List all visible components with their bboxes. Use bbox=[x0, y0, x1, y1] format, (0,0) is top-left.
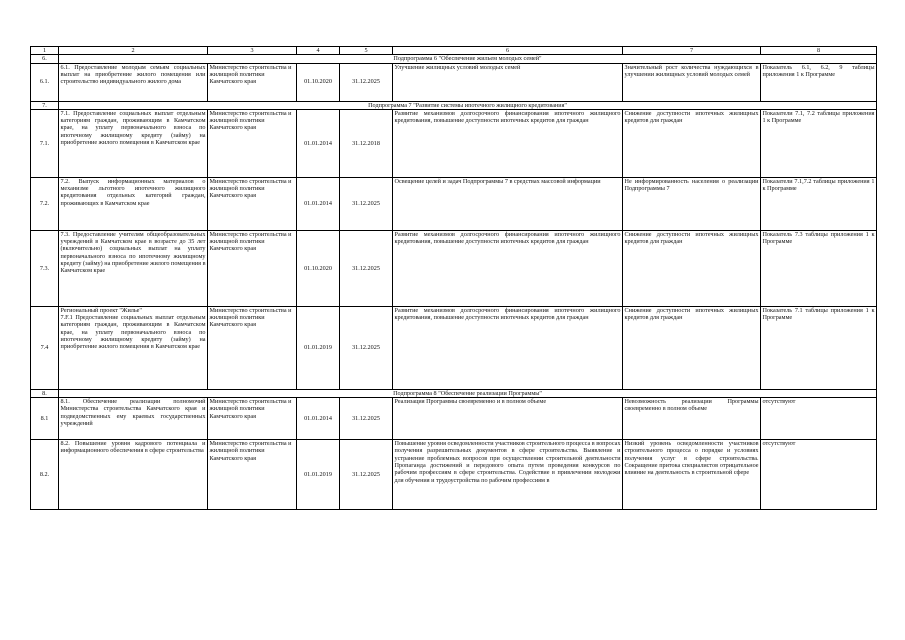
column-number: 2 bbox=[59, 47, 208, 55]
expected-result: Освещение целей и задач Подпрограммы 7 в средствах массовой информации bbox=[393, 177, 623, 230]
measure-row bbox=[31, 306, 877, 389]
measure-number: 7.1. bbox=[31, 109, 59, 177]
column-number: 1 bbox=[31, 47, 59, 55]
start-date: 01.10.2020 bbox=[297, 230, 340, 306]
end-date: 31.12.2025 bbox=[340, 177, 393, 230]
column-number: 3 bbox=[208, 47, 297, 55]
column-number: 8 bbox=[761, 47, 877, 55]
start-date: 01.01.2014 bbox=[297, 177, 340, 230]
responsible-executor: Министерство строительства и жилищной политики Камчатского края bbox=[208, 306, 297, 389]
responsible-executor: Министерство строительства и жилищной политики Камчатского края bbox=[208, 109, 297, 177]
measure-number: 7.2. bbox=[31, 177, 59, 230]
measure-name: 7.3. Предоставление учителям общеобразовательных учреждений в Камчатском крае в возрасте до 35 лет (включительно) социальных выплат на уплату первоначального взноса по ипотечному жилищному кредиту (займу) на приобретение жилого помещения в Камчатском крае bbox=[59, 230, 208, 306]
measure-row bbox=[31, 109, 877, 177]
measure-row bbox=[31, 63, 877, 101]
column-number: 5 bbox=[340, 47, 393, 55]
column-number: 4 bbox=[297, 47, 340, 55]
measure-name: 8.2. Повышение уровня кадрового потенциала и информационного обеспечения в сфере строительства bbox=[59, 440, 208, 510]
column-number: 6 bbox=[393, 47, 623, 55]
non-implementation-consequence: Невозможность реализации Программы своевременно в полном объеме bbox=[623, 398, 761, 440]
subprogram-title: Подпрограмма 6 "Обеспечение жильем молодых семей" bbox=[59, 55, 877, 63]
measure-name: 7.2. Выпуск информационных материалов о механизме льготного ипотечного жилищного кредитования отдельных категорий граждан, проживающих в Камчатском крае bbox=[59, 177, 208, 230]
measure-number: 7.3. bbox=[31, 230, 59, 306]
indicator-link: отсутствуют bbox=[761, 440, 877, 510]
measure-name: Региональный проект "Жилье" 7.F.1 Предоставление социальных выплат отдельным категориям граждан, проживающим в Камчатском крае, на уплату первоначального взноса по ипотечному жилищному кредиту (займу) на приобретение жилого помещения в Камчатском крае bbox=[59, 306, 208, 389]
measure-number: 8.1 bbox=[31, 398, 59, 440]
measure-row bbox=[31, 230, 877, 306]
measure-row bbox=[31, 398, 877, 440]
subprogram-row bbox=[31, 389, 877, 397]
subprogram-row bbox=[31, 101, 877, 109]
non-implementation-consequence: Снижение доступности ипотечных жилищных кредитов для граждан bbox=[623, 109, 761, 177]
measure-row bbox=[31, 177, 877, 230]
indicator-link: Показатель 6.1, 6.2, 9 таблицы приложения 1 к Программе bbox=[761, 63, 877, 101]
non-implementation-consequence: Снижение доступности ипотечных жилищных кредитов для граждан bbox=[623, 230, 761, 306]
measure-number: 7.4 bbox=[31, 306, 59, 389]
indicator-link: Показатель 7.3 таблицы приложения 1 к Программе bbox=[761, 230, 877, 306]
section-number: 8. bbox=[31, 389, 59, 397]
non-implementation-consequence: Низкий уровень осведомленности участников строительного процесса о порядке и условиях получения услуг в сфере строительства. Сокращение притока специалистов отрицательное влияние на деятельность в строительной сфере bbox=[623, 440, 761, 510]
subprogram-title: Подпрограмма 8 "Обеспечение реализации Программы" bbox=[59, 389, 877, 397]
expected-result: Улучшение жилищных условий молодых семей bbox=[393, 63, 623, 101]
non-implementation-consequence: Не информированность населения о реализации Подпрограммы 7 bbox=[623, 177, 761, 230]
document-page bbox=[30, 46, 876, 510]
start-date: 01.01.2019 bbox=[297, 306, 340, 389]
measure-row bbox=[31, 440, 877, 510]
indicator-link: Показатели 7.1,7.2 таблицы приложения 1 к Программе bbox=[761, 177, 877, 230]
indicator-link: Показатели 7.1, 7.2 таблицы приложения 1 к Программе bbox=[761, 109, 877, 177]
indicator-link: Показатель 7.1 таблицы приложения 1 к Программе bbox=[761, 306, 877, 389]
indicator-link: отсутствуют bbox=[761, 398, 877, 440]
end-date: 31.12.2025 bbox=[340, 306, 393, 389]
column-number: 7 bbox=[623, 47, 761, 55]
column-number-row bbox=[31, 47, 877, 55]
subprogram-title: Подпрограмма 7 "Развитие системы ипотечного жилищного кредитования" bbox=[59, 101, 877, 109]
start-date: 01.01.2019 bbox=[297, 440, 340, 510]
start-date: 01.10.2020 bbox=[297, 63, 340, 101]
start-date: 01.01.2014 bbox=[297, 109, 340, 177]
non-implementation-consequence: Снижение доступности ипотечных жилищных кредитов для граждан bbox=[623, 306, 761, 389]
end-date: 31.12.2018 bbox=[340, 109, 393, 177]
end-date: 31.12.2025 bbox=[340, 230, 393, 306]
responsible-executor: Министерство строительства и жилищной политики Камчатского края bbox=[208, 230, 297, 306]
section-number: 6. bbox=[31, 55, 59, 63]
subprogram-row bbox=[31, 55, 877, 63]
responsible-executor: Министерство строительства и жилищной политики Камчатского края bbox=[208, 440, 297, 510]
responsible-executor: Министерство строительства и жилищной политики Камчатского края bbox=[208, 63, 297, 101]
end-date: 31.12.2025 bbox=[340, 440, 393, 510]
expected-result: Развитие механизмов долгосрочного финансирования ипотечного жилищного кредитования, повышение доступности ипотечных кредитов для граждан bbox=[393, 109, 623, 177]
measure-name: 7.1. Предоставление социальных выплат отдельным категориям граждан, проживающим в Камчатском крае, на уплату первоначального взноса по ипотечному жилищному кредиту (займу) на приобретение жилого помещения в Камчатском крае bbox=[59, 109, 208, 177]
non-implementation-consequence: Значительный рост количества нуждающихся в улучшении жилищных условий молодых семей bbox=[623, 63, 761, 101]
expected-result: Развитие механизмов долгосрочного финансирования ипотечного жилищного кредитования, повышение доступности ипотечных кредитов для граждан bbox=[393, 230, 623, 306]
measure-name: 8.1. Обеспечение реализации полномочий Министерства строительства Камчатского края и подведомственных ему краевых государственных учреждений bbox=[59, 398, 208, 440]
end-date: 31.12.2025 bbox=[340, 398, 393, 440]
expected-result: Повышение уровня осведомленности участников строительного процесса в вопросах получения разрешительных документов в сфере строительства. Выявление и устранение проблемных вопросов при осуществлении строительной деятельности Пропаганда достижений и передового опыта путем проведения конкурсов по рабочим профессиям в сфере строительства. Содействие в привлечении молодежи для обучения и трудоустройства по рабочим профессиям в bbox=[393, 440, 623, 510]
measure-number: 6.1. bbox=[31, 63, 59, 101]
expected-result: Реализация Программы своевременно и в полном объеме bbox=[393, 398, 623, 440]
responsible-executor: Министерство строительства и жилищной политики Камчатского края bbox=[208, 398, 297, 440]
program-measures-table bbox=[30, 46, 877, 510]
start-date: 01.01.2014 bbox=[297, 398, 340, 440]
measure-name: 6.1. Предоставление молодым семьям социальных выплат на приобретение жилого помещения или строительство индивидуального жилого дома bbox=[59, 63, 208, 101]
section-number: 7. bbox=[31, 101, 59, 109]
measure-number: 8.2. bbox=[31, 440, 59, 510]
responsible-executor: Министерство строительства и жилищной политики Камчатского края bbox=[208, 177, 297, 230]
end-date: 31.12.2025 bbox=[340, 63, 393, 101]
expected-result: Развитие механизмов долгосрочного финансирования ипотечного жилищного кредитования, повышение доступности ипотечных кредитов для граждан bbox=[393, 306, 623, 389]
